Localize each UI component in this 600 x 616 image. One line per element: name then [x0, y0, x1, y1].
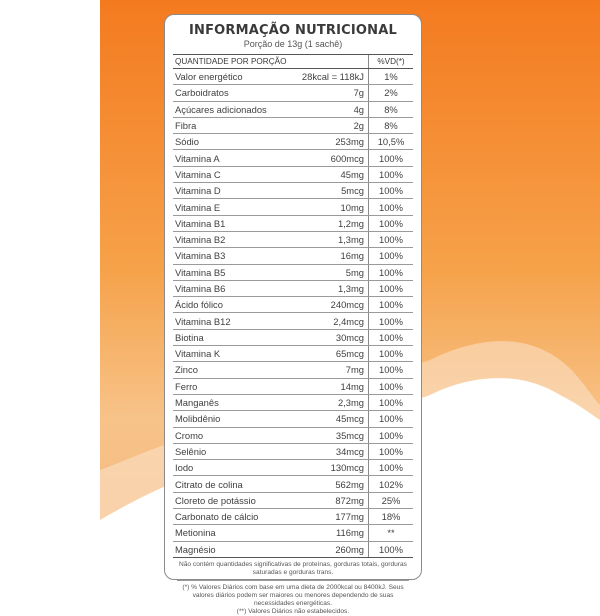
table-row	[173, 85, 413, 101]
nutrient-quantity: 45mcg	[287, 411, 369, 427]
nutrient-name: Magnésio	[173, 541, 287, 557]
header-vd: %VD(*)	[369, 55, 414, 69]
nutrient-name: Vitamina K	[173, 346, 287, 362]
table-row	[173, 183, 413, 199]
nutrient-quantity: 253mg	[287, 134, 369, 150]
nutrient-quantity: 562mg	[287, 476, 369, 492]
nutrient-quantity: 5mg	[287, 264, 369, 280]
nutrient-quantity: 4g	[287, 101, 369, 117]
nutrient-name: Fibra	[173, 117, 287, 133]
table-row	[173, 541, 413, 557]
nutrient-quantity: 130mcg	[287, 460, 369, 476]
nutrient-name: Vitamina B6	[173, 280, 287, 296]
nutrient-vd: 100%	[369, 183, 414, 199]
nutrient-vd: 100%	[369, 394, 414, 410]
nutrient-name: Valor energético	[173, 69, 287, 85]
nutrition-facts-card	[164, 14, 422, 615]
table-row	[173, 378, 413, 394]
nutrient-name: Vitamina B5	[173, 264, 287, 280]
table-row	[173, 150, 413, 166]
nutrient-name: Vitamina D	[173, 183, 287, 199]
nutrient-vd: 100%	[369, 427, 414, 443]
table-row	[173, 117, 413, 133]
nutrient-quantity: 872mg	[287, 492, 369, 508]
nutrient-name: Vitamina B1	[173, 215, 287, 231]
table-header-row	[173, 55, 413, 69]
table-row	[173, 476, 413, 492]
nutrient-vd: 25%	[369, 492, 414, 508]
footnotes	[173, 558, 413, 616]
table-row	[173, 280, 413, 296]
table-row	[173, 69, 413, 85]
nutrient-name: Vitamina C	[173, 166, 287, 182]
nutrient-name: Carbonato de cálcio	[173, 509, 287, 525]
nutrient-quantity: 2,3mg	[287, 394, 369, 410]
table-row	[173, 492, 413, 508]
table-row	[173, 134, 413, 150]
nutrient-vd: 100%	[369, 313, 414, 329]
footnote-not-established: (**) Valores Diários não estabelecidos.	[236, 607, 350, 615]
nutrient-name: Metionina	[173, 525, 287, 541]
nutrient-quantity: 2g	[287, 117, 369, 133]
nutrient-vd: **	[369, 525, 414, 541]
nutrient-vd: 100%	[369, 280, 414, 296]
nutrient-vd: 1%	[369, 69, 414, 85]
nutrient-vd: 102%	[369, 476, 414, 492]
nutrient-quantity: 10mg	[287, 199, 369, 215]
nutrient-quantity: 177mg	[287, 509, 369, 525]
table-row	[173, 460, 413, 476]
nutrient-vd: 100%	[369, 248, 414, 264]
nutrient-name: Sódio	[173, 134, 287, 150]
table-row	[173, 166, 413, 182]
nutrient-vd: 100%	[369, 297, 414, 313]
nutrient-vd: 100%	[369, 460, 414, 476]
nutrient-name: Carboidratos	[173, 85, 287, 101]
table-row	[173, 411, 413, 427]
table-row	[173, 231, 413, 247]
nutrient-quantity: 240mcg	[287, 297, 369, 313]
nutrient-quantity: 45mg	[287, 166, 369, 182]
panel-title: INFORMAÇÃO NUTRICIONAL	[188, 23, 398, 38]
nutrient-vd: 100%	[369, 411, 414, 427]
header-quantity: QUANTIDADE POR PORÇÃO	[173, 55, 369, 69]
nutrient-quantity: 7mg	[287, 362, 369, 378]
nutrient-quantity: 1,3mg	[287, 231, 369, 247]
nutrient-quantity: 14mg	[287, 378, 369, 394]
nutrient-name: Citrato de colina	[173, 476, 287, 492]
nutrient-vd: 100%	[369, 362, 414, 378]
nutrition-rows	[173, 69, 413, 558]
nutrient-name: Biotina	[173, 329, 287, 345]
nutrition-table	[173, 54, 413, 558]
nutrient-quantity: 260mg	[287, 541, 369, 557]
nutrient-quantity: 1,2mg	[287, 215, 369, 231]
nutrient-quantity: 65mcg	[287, 346, 369, 362]
nutrient-vd: 8%	[369, 101, 414, 117]
table-row	[173, 264, 413, 280]
nutrient-quantity: 35mcg	[287, 427, 369, 443]
nutrient-quantity: 1,3mg	[287, 280, 369, 296]
nutrient-vd: 2%	[369, 85, 414, 101]
nutrient-quantity: 2,4mcg	[287, 313, 369, 329]
nutrient-vd: 8%	[369, 117, 414, 133]
nutrient-vd: 100%	[369, 541, 414, 557]
nutrient-name: Zinco	[173, 362, 287, 378]
table-row	[173, 101, 413, 117]
nutrient-vd: 100%	[369, 150, 414, 166]
nutrient-vd: 100%	[369, 199, 414, 215]
nutrient-name: Ácido fólico	[173, 297, 287, 313]
nutrient-name: Cloreto de potássio	[173, 492, 287, 508]
table-row	[173, 199, 413, 215]
serving-size: Porção de 13g (1 sachê)	[243, 39, 343, 49]
table-row	[173, 427, 413, 443]
table-row	[173, 248, 413, 264]
table-row	[173, 297, 413, 313]
nutrient-name: Selênio	[173, 443, 287, 459]
table-row	[173, 346, 413, 362]
nutrient-name: Cromo	[173, 427, 287, 443]
table-row	[173, 525, 413, 541]
nutrient-name: Vitamina E	[173, 199, 287, 215]
nutrient-name: Vitamina A	[173, 150, 287, 166]
table-row	[173, 313, 413, 329]
nutrient-vd: 100%	[369, 231, 414, 247]
nutrient-vd: 100%	[369, 215, 414, 231]
nutrient-name: Vitamina B3	[173, 248, 287, 264]
nutrient-vd: 100%	[369, 443, 414, 459]
nutrient-quantity: 7g	[287, 85, 369, 101]
footnote-daily-values: (*) % Valores Diários com base em uma dieta de 2000kcal ou 8400kJ. Seus valores diários podem ser maiores ou menores dependendo de suas necessidades energéticas.	[182, 583, 404, 607]
footnote-insignificant: Não contém quantidades significativas de proteínas, gorduras totais, gorduras saturadas e gorduras trans.	[177, 561, 409, 581]
nutrient-quantity: 5mcg	[287, 183, 369, 199]
table-row	[173, 329, 413, 345]
nutrient-quantity: 116mg	[287, 525, 369, 541]
table-row	[173, 509, 413, 525]
table-row	[173, 362, 413, 378]
nutrient-vd: 100%	[369, 378, 414, 394]
nutrient-quantity: 16mg	[287, 248, 369, 264]
nutrient-name: Iodo	[173, 460, 287, 476]
nutrient-quantity: 30mcg	[287, 329, 369, 345]
nutrient-quantity: 34mcg	[287, 443, 369, 459]
nutrient-vd: 18%	[369, 509, 414, 525]
nutrient-name: Açúcares adicionados	[173, 101, 287, 117]
nutrient-name: Vitamina B2	[173, 231, 287, 247]
table-row	[173, 443, 413, 459]
nutrient-name: Manganês	[173, 394, 287, 410]
nutrient-vd: 100%	[369, 329, 414, 345]
nutrient-quantity: 600mcg	[287, 150, 369, 166]
nutrient-quantity: 28kcal = 118kJ	[287, 69, 369, 85]
table-row	[173, 394, 413, 410]
nutrient-vd: 10,5%	[369, 134, 414, 150]
table-row	[173, 215, 413, 231]
nutrient-name: Molibdênio	[173, 411, 287, 427]
nutrient-vd: 100%	[369, 166, 414, 182]
nutrient-vd: 100%	[369, 264, 414, 280]
nutrient-name: Ferro	[173, 378, 287, 394]
nutrient-vd: 100%	[369, 346, 414, 362]
nutrient-name: Vitamina B12	[173, 313, 287, 329]
